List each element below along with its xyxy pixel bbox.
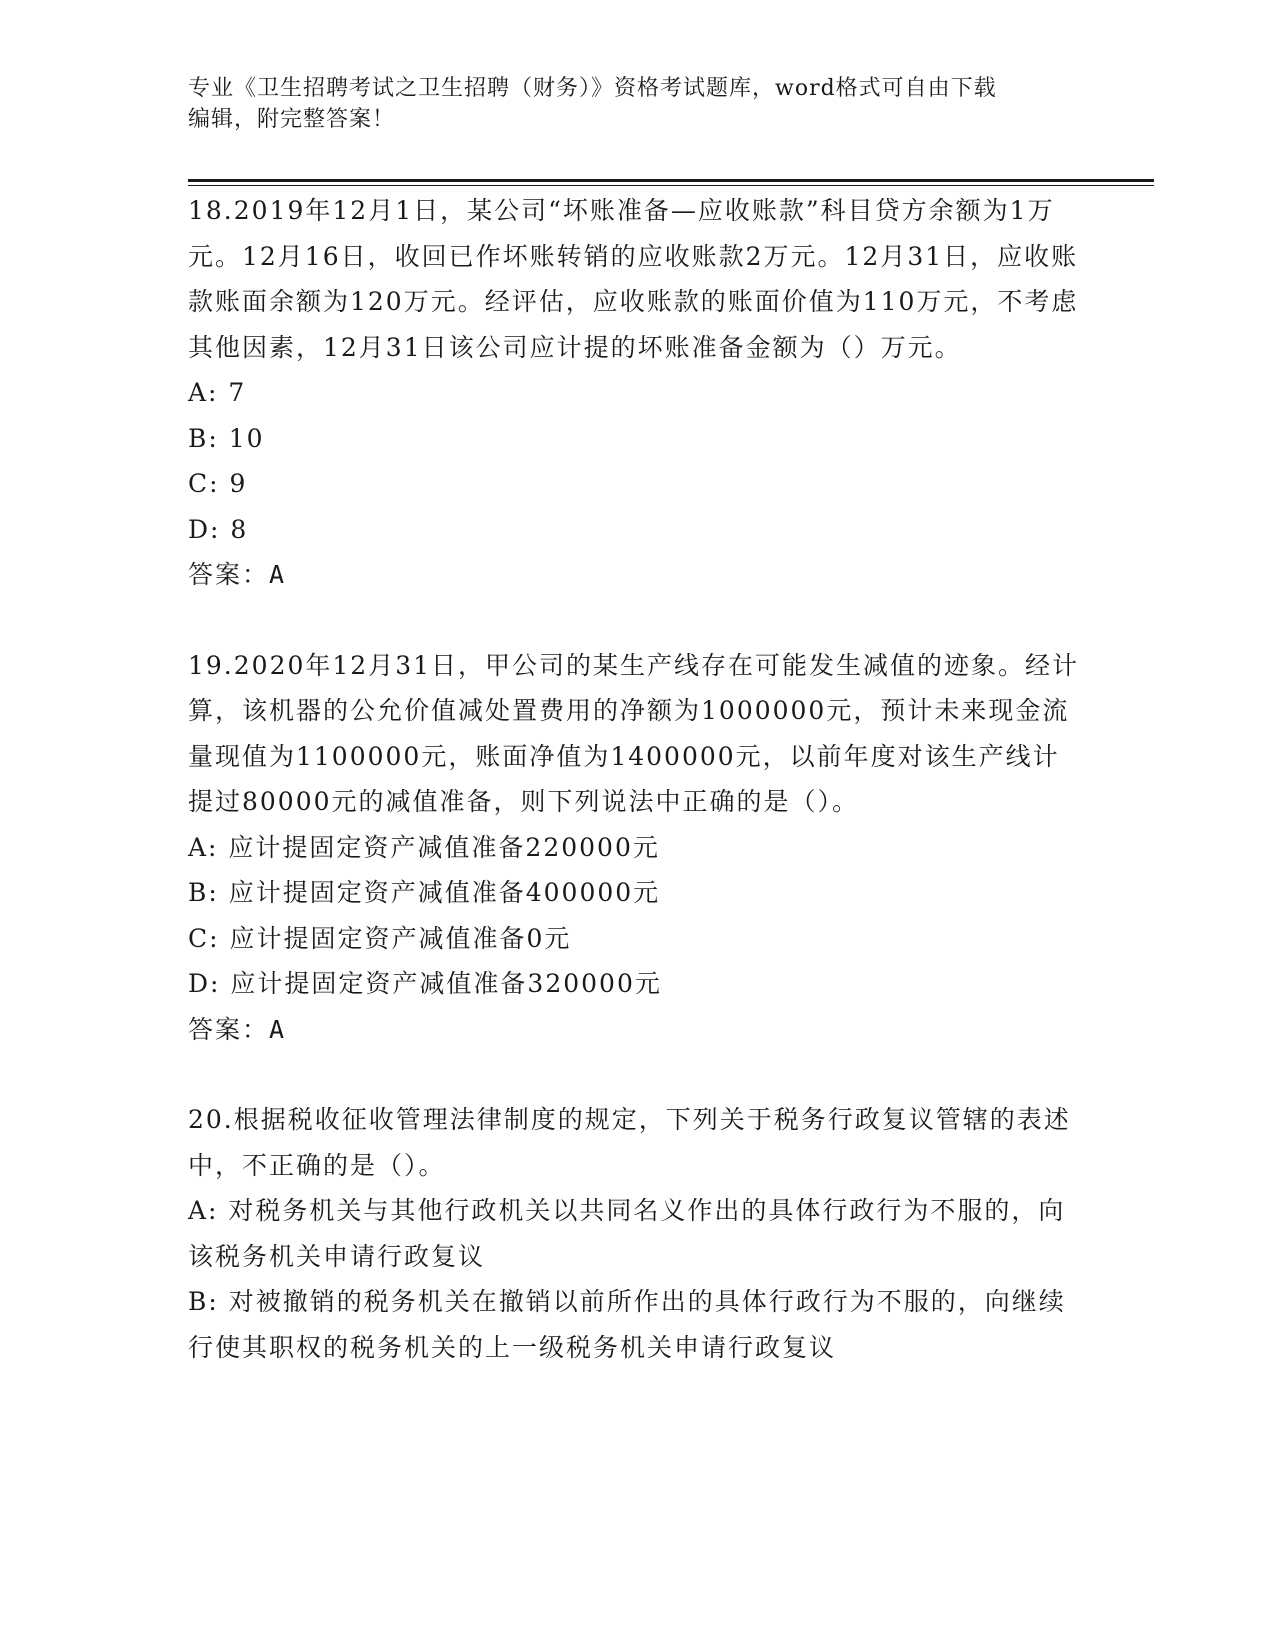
- document-header: [188, 73, 1068, 135]
- question-18: [188, 188, 1083, 598]
- option-b: B: 对被撤销的税务机关在撤销以前所作出的具体行政行为不服的，向继续行使其职权的税务机关的上一级税务机关申请行政复议: [188, 1287, 1066, 1362]
- header-line-2: 编辑，附完整答案！: [188, 107, 396, 132]
- option-c: C: 9: [188, 469, 248, 498]
- option-b: B: 应计提固定资产减值准备400000元: [188, 878, 661, 907]
- question-19: [188, 643, 1083, 1053]
- option-a: A: 7: [188, 378, 247, 407]
- option-c: C: 应计提固定资产减值准备0元: [188, 923, 572, 953]
- question-stem: 20.根据税收征收管理法律制度的规定，下列关于税务行政复议管辖的表述中，不正确的是（）。: [188, 1105, 1071, 1180]
- option-d: D: 应计提固定资产减值准备320000元: [188, 969, 662, 998]
- header-rule-thin: [188, 185, 1154, 186]
- question-20: [188, 1097, 1083, 1370]
- question-stem: 18.2019年12月1日，某公司“坏账准备—应收账款”科目贷方余额为1万元。12月16日，收回已作坏账转销的应收账款2万元。12月31日，应收账款账面余额为120万元。经评估，应收账款的账面价值为110万元，不考虑其他因素，12月31日该公司应计提的坏账准备金额为（）万元。: [188, 196, 1079, 362]
- header-line-1: 专业《卫生招聘考试之卫生招聘（财务）》资格考试题库，word格式可自由下载: [188, 76, 997, 101]
- question-spacer: [188, 598, 1083, 643]
- question-stem: 19.2020年12月31日，甲公司的某生产线存在可能发生减值的迹象。经计算，该机器的公允价值减处置费用的净额为1000000元，预计未来现金流量现值为1100000元，账面净值为1400000元，以前年度对该生产线计提过80000元的减值准备，则下列说法中正确的是（）。: [188, 650, 1080, 816]
- option-a: A: 对税务机关与其他行政机关以共同名义作出的具体行政行为不服的，向该税务机关申请行政复议: [188, 1196, 1066, 1271]
- question-spacer: [188, 1052, 1083, 1097]
- option-d: D: 8: [188, 514, 249, 544]
- option-a: A: 应计提固定资产减值准备220000元: [188, 832, 660, 862]
- question-list: [188, 188, 1083, 1370]
- answer-line: 答案：A: [188, 1014, 287, 1044]
- header-rule-thick: [188, 179, 1154, 182]
- option-b: B: 10: [188, 423, 265, 453]
- answer-line: 答案：A: [188, 560, 287, 589]
